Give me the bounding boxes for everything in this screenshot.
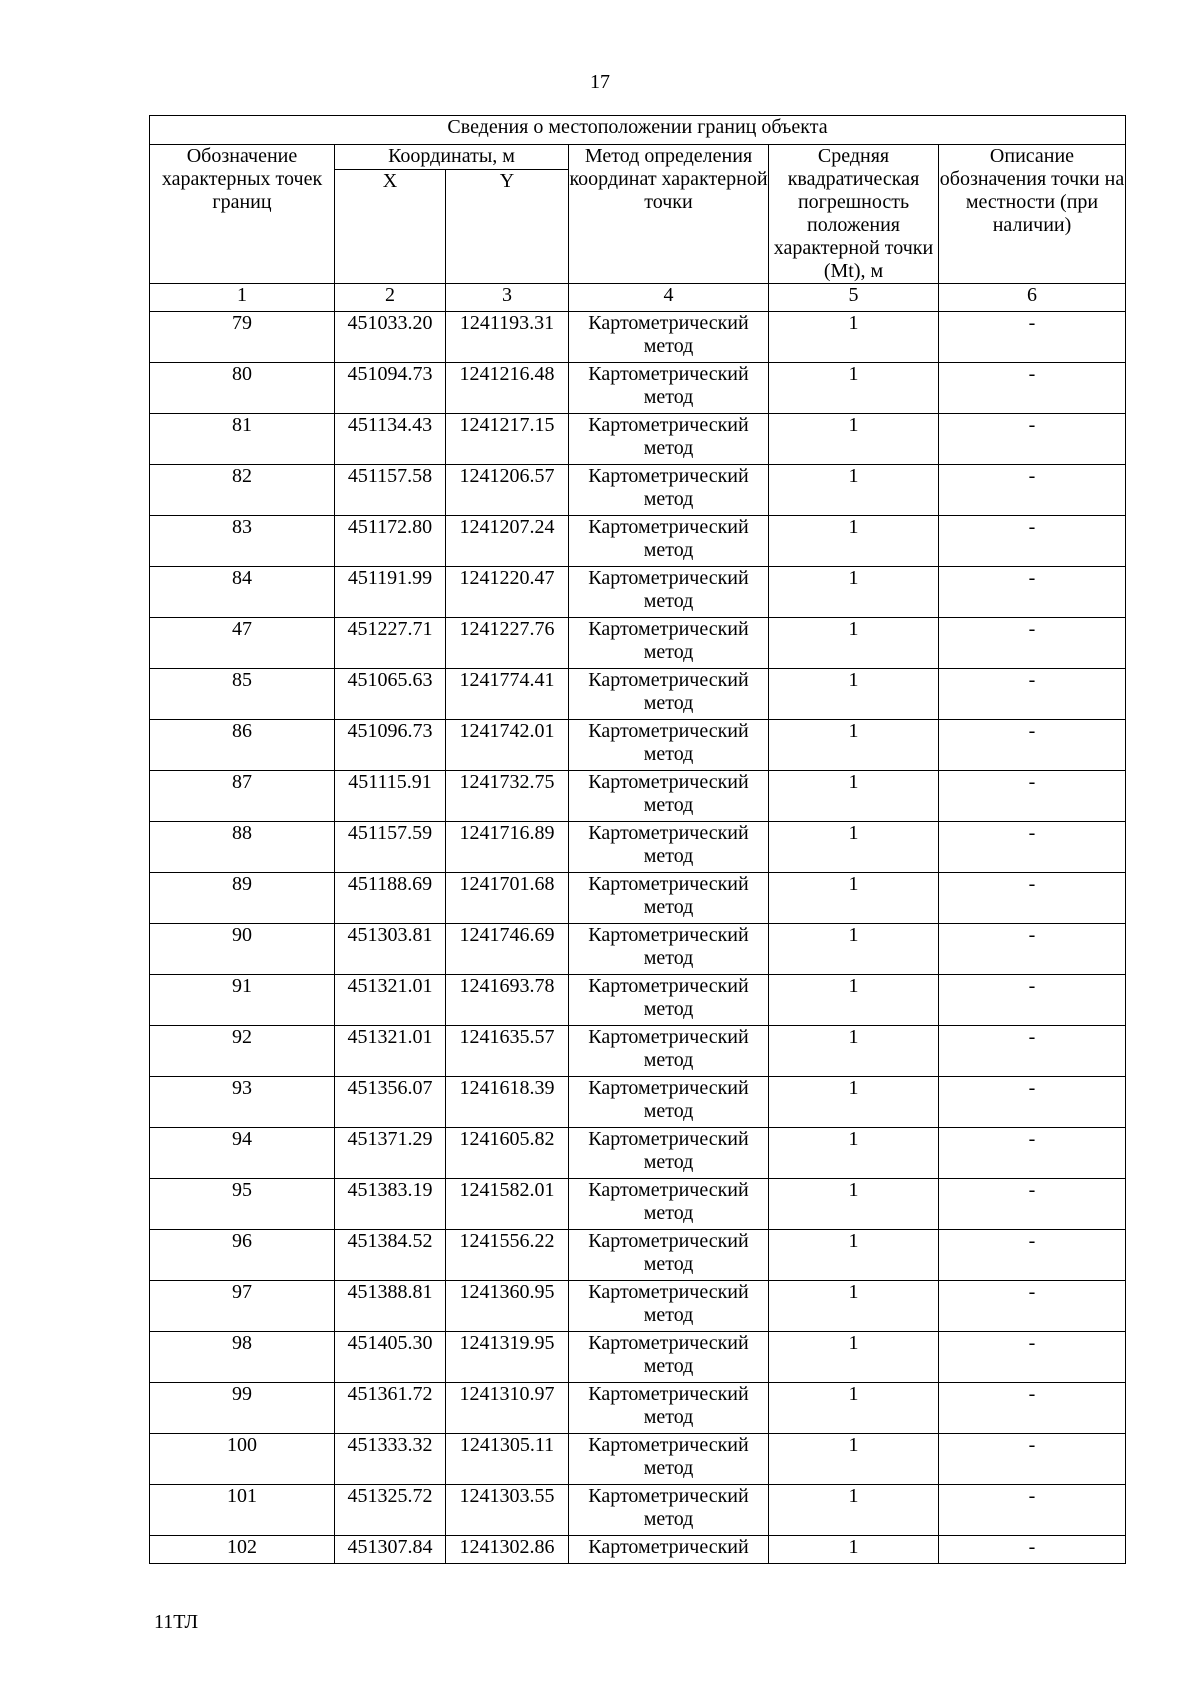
description-cell: - [939, 822, 1126, 873]
mean-error-cell: 1 [769, 1077, 939, 1128]
table-row [150, 1332, 1126, 1383]
method-cell: Картометрический метод [569, 618, 769, 669]
point-designation-cell: 80 [150, 363, 335, 414]
mean-error-cell: 1 [769, 669, 939, 720]
description-cell: - [939, 1281, 1126, 1332]
mean-error-cell: 1 [769, 771, 939, 822]
point-designation-cell: 86 [150, 720, 335, 771]
description-cell: - [939, 771, 1126, 822]
method-cell: Картометрический метод [569, 1281, 769, 1332]
mean-error-cell: 1 [769, 873, 939, 924]
point-designation-cell: 83 [150, 516, 335, 567]
point-designation-cell: 84 [150, 567, 335, 618]
y-coordinate-cell: 1241742.01 [446, 720, 569, 771]
description-cell: - [939, 618, 1126, 669]
table-row [150, 1230, 1126, 1281]
point-designation-cell: 81 [150, 414, 335, 465]
x-coordinate-cell: 451307.84 [335, 1536, 446, 1564]
mean-error-cell: 1 [769, 1536, 939, 1564]
mean-error-cell: 1 [769, 516, 939, 567]
x-coordinate-cell: 451096.73 [335, 720, 446, 771]
x-coordinate-cell: 451361.72 [335, 1383, 446, 1434]
point-designation-cell: 79 [150, 312, 335, 363]
method-cell: Картометрический метод [569, 414, 769, 465]
description-cell: - [939, 414, 1126, 465]
y-coordinate-cell: 1241207.24 [446, 516, 569, 567]
y-coordinate-cell: 1241732.75 [446, 771, 569, 822]
x-coordinate-cell: 451157.58 [335, 465, 446, 516]
description-cell: - [939, 873, 1126, 924]
point-designation-cell: 94 [150, 1128, 335, 1179]
mean-error-cell: 1 [769, 567, 939, 618]
mean-error-cell: 1 [769, 1128, 939, 1179]
y-coordinate-cell: 1241701.68 [446, 873, 569, 924]
x-coordinate-cell: 451356.07 [335, 1077, 446, 1128]
point-designation-cell: 47 [150, 618, 335, 669]
mean-error-cell: 1 [769, 924, 939, 975]
mean-error-cell: 1 [769, 822, 939, 873]
x-coordinate-cell: 451033.20 [335, 312, 446, 363]
method-cell: Картометрический метод [569, 1179, 769, 1230]
table-header [150, 116, 1126, 312]
y-coordinate-cell: 1241217.15 [446, 414, 569, 465]
footer-code: 11ТЛ [154, 1611, 199, 1633]
table-row [150, 771, 1126, 822]
x-coordinate-cell: 451303.81 [335, 924, 446, 975]
table-row [150, 669, 1126, 720]
column-number: 2 [335, 284, 446, 312]
table-row [150, 567, 1126, 618]
table-row [150, 1383, 1126, 1434]
x-coordinate-cell: 451227.71 [335, 618, 446, 669]
x-coordinate-cell: 451333.32 [335, 1434, 446, 1485]
y-coordinate-cell: 1241582.01 [446, 1179, 569, 1230]
boundary-points-table [149, 115, 1126, 1564]
header-description: Описание обозначения точки на местности (при наличии) [939, 145, 1126, 284]
table-row [150, 1536, 1126, 1564]
description-cell: - [939, 1077, 1126, 1128]
table-row [150, 1077, 1126, 1128]
mean-error-cell: 1 [769, 618, 939, 669]
point-designation-cell: 89 [150, 873, 335, 924]
point-designation-cell: 88 [150, 822, 335, 873]
y-coordinate-cell: 1241305.11 [446, 1434, 569, 1485]
header-method: Метод определения координат характерной точки [569, 145, 769, 284]
mean-error-cell: 1 [769, 1332, 939, 1383]
y-coordinate-cell: 1241605.82 [446, 1128, 569, 1179]
mean-error-cell: 1 [769, 465, 939, 516]
method-cell: Картометрический метод [569, 567, 769, 618]
table-row [150, 975, 1126, 1026]
x-coordinate-cell: 451384.52 [335, 1230, 446, 1281]
x-coordinate-cell: 451191.99 [335, 567, 446, 618]
mean-error-cell: 1 [769, 363, 939, 414]
header-y: Y [446, 170, 569, 284]
method-cell: Картометрический метод [569, 363, 769, 414]
method-cell: Картометрический метод [569, 1026, 769, 1077]
description-cell: - [939, 465, 1126, 516]
method-cell: Картометрический метод [569, 465, 769, 516]
point-designation-cell: 101 [150, 1485, 335, 1536]
table-row [150, 1179, 1126, 1230]
x-coordinate-cell: 451172.80 [335, 516, 446, 567]
description-cell: - [939, 1179, 1126, 1230]
method-cell: Картометрический метод [569, 1383, 769, 1434]
table-row [150, 1281, 1126, 1332]
y-coordinate-cell: 1241227.76 [446, 618, 569, 669]
description-cell: - [939, 312, 1126, 363]
table-row [150, 924, 1126, 975]
column-numbers-row [150, 284, 1126, 312]
description-cell: - [939, 1485, 1126, 1536]
table-row [150, 1485, 1126, 1536]
column-number: 3 [446, 284, 569, 312]
x-coordinate-cell: 451383.19 [335, 1179, 446, 1230]
description-cell: - [939, 1230, 1126, 1281]
description-cell: - [939, 363, 1126, 414]
method-cell: Картометрический метод [569, 1077, 769, 1128]
y-coordinate-cell: 1241360.95 [446, 1281, 569, 1332]
x-coordinate-cell: 451325.72 [335, 1485, 446, 1536]
method-cell: Картометрический метод [569, 312, 769, 363]
description-cell: - [939, 1128, 1126, 1179]
table-row [150, 873, 1126, 924]
header-mean-error: Средняя квадратическая погрешность положения характерной точки (Mt), м [769, 145, 939, 284]
x-coordinate-cell: 451321.01 [335, 1026, 446, 1077]
description-cell: - [939, 516, 1126, 567]
point-designation-cell: 95 [150, 1179, 335, 1230]
y-coordinate-cell: 1241618.39 [446, 1077, 569, 1128]
mean-error-cell: 1 [769, 1434, 939, 1485]
method-cell: Картометрический метод [569, 1332, 769, 1383]
header-coordinates: Координаты, м [335, 145, 569, 170]
column-number: 6 [939, 284, 1126, 312]
table-row [150, 465, 1126, 516]
y-coordinate-cell: 1241220.47 [446, 567, 569, 618]
method-cell: Картометрический метод [569, 1230, 769, 1281]
method-cell: Картометрический метод [569, 975, 769, 1026]
y-coordinate-cell: 1241746.69 [446, 924, 569, 975]
point-designation-cell: 85 [150, 669, 335, 720]
table-row [150, 414, 1126, 465]
column-number: 4 [569, 284, 769, 312]
table-row [150, 363, 1126, 414]
description-cell: - [939, 1434, 1126, 1485]
method-cell: Картометрический метод [569, 1434, 769, 1485]
y-coordinate-cell: 1241302.86 [446, 1536, 569, 1564]
x-coordinate-cell: 451157.59 [335, 822, 446, 873]
method-cell: Картометрический метод [569, 924, 769, 975]
point-designation-cell: 99 [150, 1383, 335, 1434]
mean-error-cell: 1 [769, 312, 939, 363]
y-coordinate-cell: 1241693.78 [446, 975, 569, 1026]
table-body [150, 312, 1126, 1564]
method-cell: Картометрический метод [569, 1128, 769, 1179]
table-row [150, 618, 1126, 669]
y-coordinate-cell: 1241206.57 [446, 465, 569, 516]
mean-error-cell: 1 [769, 1485, 939, 1536]
description-cell: - [939, 669, 1126, 720]
point-designation-cell: 87 [150, 771, 335, 822]
point-designation-cell: 96 [150, 1230, 335, 1281]
mean-error-cell: 1 [769, 720, 939, 771]
description-cell: - [939, 567, 1126, 618]
page-number: 17 [590, 71, 610, 93]
header-x: X [335, 170, 446, 284]
x-coordinate-cell: 451321.01 [335, 975, 446, 1026]
description-cell: - [939, 1026, 1126, 1077]
x-coordinate-cell: 451094.73 [335, 363, 446, 414]
header-point-designation: Обозначение характерных точек границ [150, 145, 335, 284]
column-number: 5 [769, 284, 939, 312]
table-row [150, 1128, 1126, 1179]
table-row [150, 1026, 1126, 1077]
mean-error-cell: 1 [769, 1281, 939, 1332]
description-cell: - [939, 975, 1126, 1026]
description-cell: - [939, 1383, 1126, 1434]
point-designation-cell: 92 [150, 1026, 335, 1077]
table-row [150, 1434, 1126, 1485]
x-coordinate-cell: 451405.30 [335, 1332, 446, 1383]
mean-error-cell: 1 [769, 414, 939, 465]
mean-error-cell: 1 [769, 1383, 939, 1434]
point-designation-cell: 98 [150, 1332, 335, 1383]
mean-error-cell: 1 [769, 1230, 939, 1281]
mean-error-cell: 1 [769, 975, 939, 1026]
x-coordinate-cell: 451115.91 [335, 771, 446, 822]
y-coordinate-cell: 1241303.55 [446, 1485, 569, 1536]
method-cell: Картометрический метод [569, 516, 769, 567]
x-coordinate-cell: 451065.63 [335, 669, 446, 720]
mean-error-cell: 1 [769, 1026, 939, 1077]
point-designation-cell: 90 [150, 924, 335, 975]
point-designation-cell: 97 [150, 1281, 335, 1332]
method-cell: Картометрический метод [569, 822, 769, 873]
x-coordinate-cell: 451188.69 [335, 873, 446, 924]
y-coordinate-cell: 1241319.95 [446, 1332, 569, 1383]
method-cell: Картометрический метод [569, 720, 769, 771]
point-designation-cell: 93 [150, 1077, 335, 1128]
mean-error-cell: 1 [769, 1179, 939, 1230]
y-coordinate-cell: 1241716.89 [446, 822, 569, 873]
y-coordinate-cell: 1241216.48 [446, 363, 569, 414]
table-row [150, 720, 1126, 771]
point-designation-cell: 91 [150, 975, 335, 1026]
x-coordinate-cell: 451134.43 [335, 414, 446, 465]
y-coordinate-cell: 1241193.31 [446, 312, 569, 363]
table-row [150, 312, 1126, 363]
y-coordinate-cell: 1241774.41 [446, 669, 569, 720]
description-cell: - [939, 1332, 1126, 1383]
description-cell: - [939, 1536, 1126, 1564]
y-coordinate-cell: 1241310.97 [446, 1383, 569, 1434]
y-coordinate-cell: 1241635.57 [446, 1026, 569, 1077]
method-cell: Картометрический метод [569, 771, 769, 822]
column-number: 1 [150, 284, 335, 312]
point-designation-cell: 102 [150, 1536, 335, 1564]
table-title: Сведения о местоположении границ объекта [150, 116, 1126, 145]
description-cell: - [939, 924, 1126, 975]
table-row [150, 822, 1126, 873]
x-coordinate-cell: 451388.81 [335, 1281, 446, 1332]
table-row [150, 516, 1126, 567]
method-cell: Картометрический метод [569, 873, 769, 924]
method-cell: Картометрический [569, 1536, 769, 1564]
point-designation-cell: 100 [150, 1434, 335, 1485]
method-cell: Картометрический метод [569, 669, 769, 720]
point-designation-cell: 82 [150, 465, 335, 516]
method-cell: Картометрический метод [569, 1485, 769, 1536]
y-coordinate-cell: 1241556.22 [446, 1230, 569, 1281]
description-cell: - [939, 720, 1126, 771]
x-coordinate-cell: 451371.29 [335, 1128, 446, 1179]
